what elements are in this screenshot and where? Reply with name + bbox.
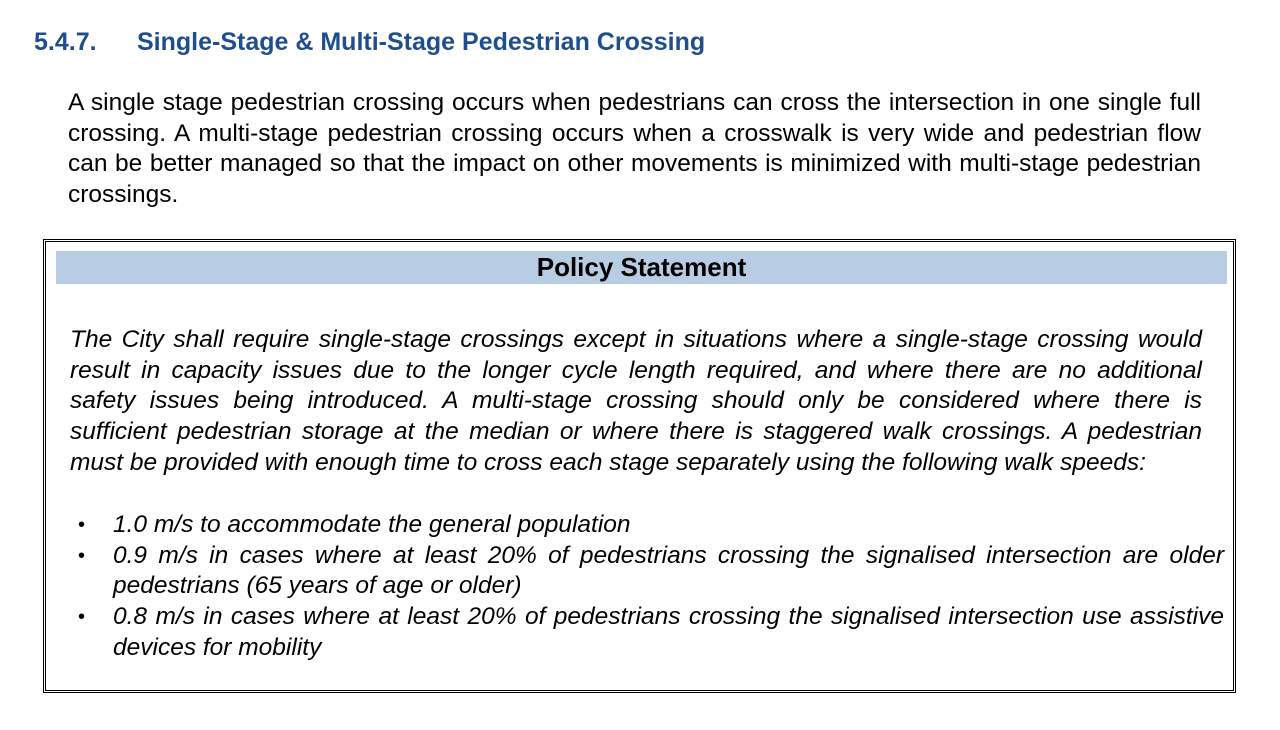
- list-item-text: 0.9 m/s in cases where at least 20% of pedestrians crossing the signalised intersection are older pedestrians (65 years of age or older): [113, 541, 1224, 600]
- walk-speed-list: [70, 510, 1224, 664]
- list-item-text: 1.0 m/s to accommodate the general population: [113, 511, 631, 538]
- bullet-icon: •: [78, 514, 86, 536]
- policy-title-bar: [56, 251, 1227, 284]
- section-title: Single-Stage & Multi-Stage Pedestrian Crossing: [137, 28, 706, 56]
- bullet-icon: •: [78, 606, 86, 629]
- policy-title: Policy Statement: [536, 252, 747, 282]
- list-item: [70, 510, 1224, 541]
- section-number: 5.4.7.: [34, 28, 97, 56]
- policy-text: The City shall require single-stage crossings except in situations where a single-stage crossing would result in capacity issues due to the longer cycle length required, and where there are no additional safety issues being introduced. A multi-stage crossing should only be considered where there is sufficient pedestrian storage at the median or where there is staggered walk crossings. A pedestrian must be provided with enough time to cross each stage separately using the following walk speeds:: [70, 326, 1202, 476]
- policy-statement-box: [43, 239, 1236, 693]
- bullet-icon: •: [78, 544, 86, 567]
- intro-paragraph: A single stage pedestrian crossing occurs when pedestrians can cross the intersection in one single full crossing. A multi-stage pedestrian crossing occurs when a crosswalk is very wide and pedestrian flow can be better managed so that the impact on other movements is minimized with multi-stage pedestrian crossings.: [68, 89, 1201, 208]
- list-item-text: 0.8 m/s in cases where at least 20% of pedestrians crossing the signalised intersection use assistive devices for mobility: [113, 603, 1224, 661]
- list-item: [70, 541, 1224, 602]
- section-heading: [34, 28, 705, 57]
- list-item: [70, 602, 1224, 663]
